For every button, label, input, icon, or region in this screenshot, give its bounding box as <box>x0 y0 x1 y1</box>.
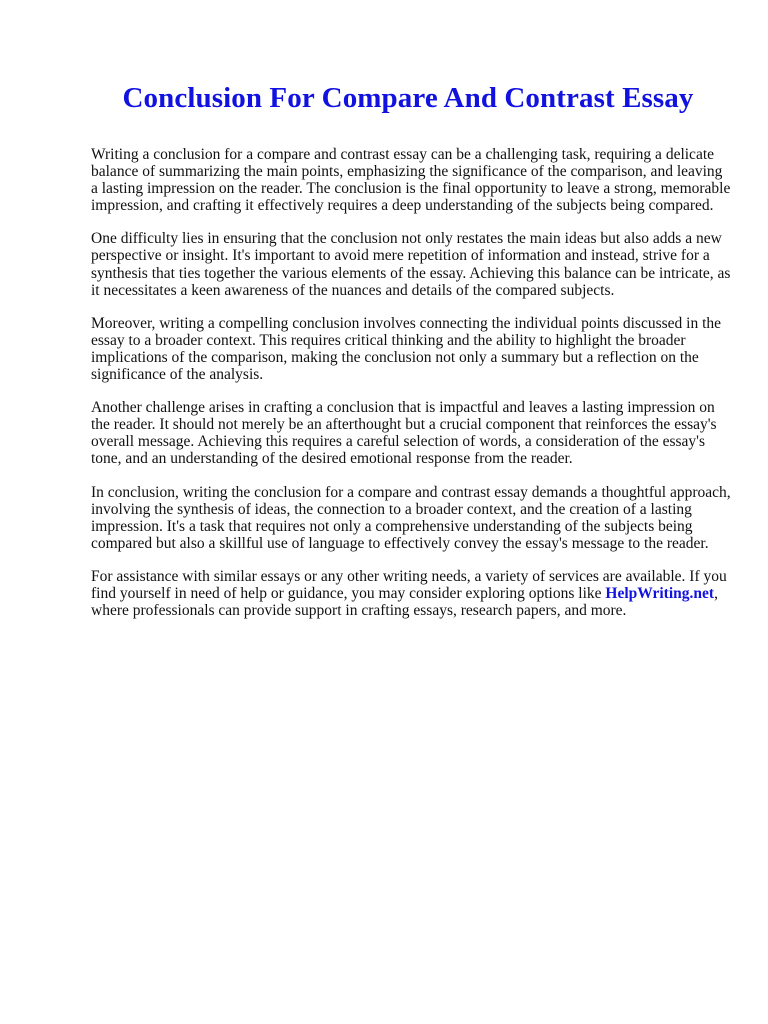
paragraph-4: Another challenge arises in crafting a conclusion that is impactful and leaves a lasting impression on the reader. It should not merely be an afterthought but a crucial component that reinforces the essay's overall message. Achieving this requires a careful selection of words, a consideration of the essay's tone, and an understanding of the desired emotional response from the reader. <box>91 399 717 468</box>
paragraph-6-text-after-link: , where professionals can provide support in crafting essays, research papers, and more. <box>91 584 718 620</box>
essay-body <box>91 146 731 635</box>
page-title: Conclusion For Compare And Contrast Essay <box>122 82 694 114</box>
paragraph-6-text-before-link: For assistance with similar essays or any other writing needs, a variety of services are available. If you find yourself in need of help or guidance, you may consider exploring options like <box>91 567 727 602</box>
paragraph-3: Moreover, writing a compelling conclusion involves connecting the individual points discussed in the essay to a broader context. This requires critical thinking and the ability to highlight the broader implications of the comparison, making the conclusion not only a summary but a reflection on the significance of the analysis. <box>91 314 722 384</box>
paragraph-6 <box>91 568 731 619</box>
helpwriting-link[interactable]: HelpWriting.net <box>605 584 715 602</box>
paragraph-2: One difficulty lies in ensuring that the conclusion not only restates the main ideas but also adds a new perspective or insight. It's important to avoid mere repetition of information and instead, strive for a synthesis that ties together the various elements of the essay. Achieving this balance can be intricate, as it necessitates a keen awareness of the nuances and details of the compared subjects. <box>91 230 731 299</box>
paragraph-5: In conclusion, writing the conclusion for a compare and contrast essay demands a thoughtful approach, involving the synthesis of ideas, the connection to a broader context, and the creation of a lasting impression. It's a task that requires not only a comprehensive understanding of the subjects being compared but also a skillful use of language to effectively convey the essay's message to the reader. <box>91 483 731 552</box>
paragraph-1: Writing a conclusion for a compare and contrast essay can be a challenging task, requiring a delicate balance of summarizing the main points, emphasizing the significance of the comparison, and leaving a lasting impression on the reader. The conclusion is the final opportunity to leave a strong, memorable impression, and crafting it effectively requires a deep understanding of the subjects being compared. <box>91 146 731 215</box>
